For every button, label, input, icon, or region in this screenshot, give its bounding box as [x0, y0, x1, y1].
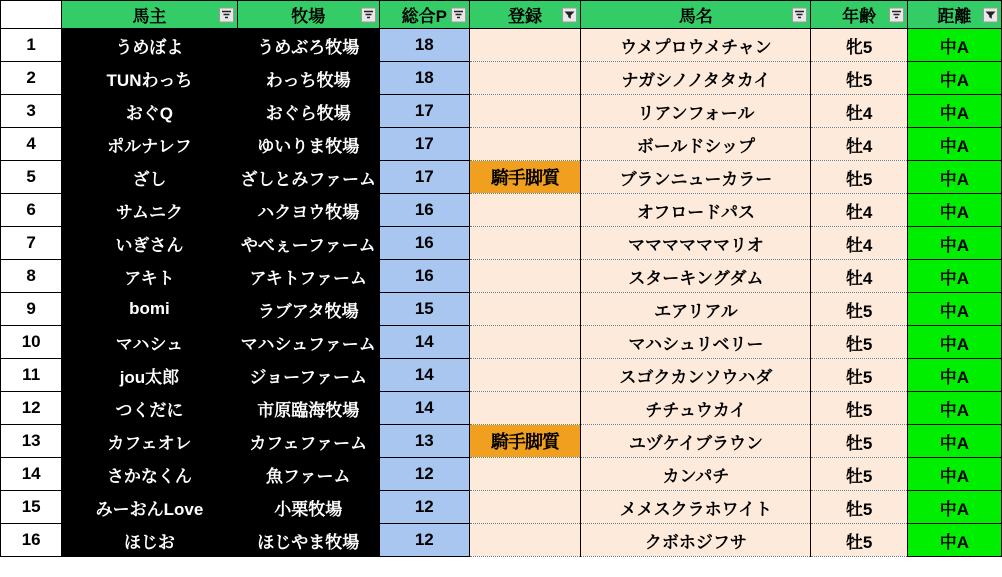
cell-horse-name: オフロードパス	[581, 194, 811, 227]
cell-age: 牡5	[811, 359, 907, 392]
filter-active-icon-registration[interactable]	[562, 7, 577, 22]
cell-rank: 13	[1, 425, 62, 458]
cell-farm: ジョーファーム	[237, 359, 379, 392]
cell-owner: さかなくん	[62, 458, 237, 491]
filter-icon-owner[interactable]	[219, 7, 234, 22]
cell-rank: 6	[1, 194, 62, 227]
cell-registration	[469, 128, 581, 161]
column-header-distance-label: 距離	[937, 7, 972, 26]
cell-distance: 中A	[907, 293, 1001, 326]
cell-total-p: 12	[379, 524, 469, 557]
cell-farm: カフェファーム	[237, 425, 379, 458]
cell-horse-name: スゴクカンソウハダ	[581, 359, 811, 392]
table-row	[1, 524, 1002, 557]
filter-active-icon-distance[interactable]	[983, 7, 998, 22]
cell-owner: ほじお	[62, 524, 237, 557]
cell-registration	[469, 29, 581, 62]
cell-registration	[469, 62, 581, 95]
cell-registration: 騎手脚質	[469, 425, 581, 458]
cell-horse-name: リアンフォール	[581, 95, 811, 128]
cell-distance: 中A	[907, 227, 1001, 260]
cell-farm: おぐら牧場	[237, 95, 379, 128]
cell-owner: いぎさん	[62, 227, 237, 260]
cell-farm: うめぶろ牧場	[237, 29, 379, 62]
cell-distance: 中A	[907, 359, 1001, 392]
cell-horse-name: エアリアル	[581, 293, 811, 326]
cell-owner: bomi	[62, 293, 237, 326]
filter-icon-horse-name[interactable]	[792, 7, 807, 22]
cell-horse-name: クボホジフサ	[581, 524, 811, 557]
column-header-horse-name	[581, 1, 811, 29]
column-header-total-p	[379, 1, 469, 29]
cell-rank: 2	[1, 62, 62, 95]
cell-age: 牡5	[811, 326, 907, 359]
cell-horse-name: ユヅケイブラウン	[581, 425, 811, 458]
filter-icon-age[interactable]	[889, 7, 904, 22]
cell-registration	[469, 359, 581, 392]
filter-icon-farm[interactable]	[361, 7, 376, 22]
cell-owner: TUNわっち	[62, 62, 237, 95]
cell-total-p: 14	[379, 359, 469, 392]
cell-distance: 中A	[907, 392, 1001, 425]
cell-owner: うめぼよ	[62, 29, 237, 62]
cell-age: 牡4	[811, 128, 907, 161]
cell-farm: やべぇーファーム	[237, 227, 379, 260]
cell-horse-name: スターキングダム	[581, 260, 811, 293]
cell-distance: 中A	[907, 260, 1001, 293]
cell-total-p: 15	[379, 293, 469, 326]
table-row	[1, 62, 1002, 95]
cell-distance: 中A	[907, 425, 1001, 458]
cell-distance: 中A	[907, 458, 1001, 491]
cell-registration	[469, 524, 581, 557]
column-header-farm	[237, 1, 379, 29]
cell-rank: 7	[1, 227, 62, 260]
cell-farm: 市原臨海牧場	[237, 392, 379, 425]
table-row	[1, 425, 1002, 458]
cell-age: 牡4	[811, 194, 907, 227]
cell-farm: ほじやま牧場	[237, 524, 379, 557]
table-row	[1, 161, 1002, 194]
cell-farm: アキトファーム	[237, 260, 379, 293]
cell-total-p: 17	[379, 161, 469, 194]
cell-total-p: 13	[379, 425, 469, 458]
cell-registration	[469, 458, 581, 491]
cell-farm: わっち牧場	[237, 62, 379, 95]
table-row	[1, 128, 1002, 161]
filter-icon-total-p[interactable]	[451, 7, 466, 22]
cell-distance: 中A	[907, 95, 1001, 128]
cell-age: 牡4	[811, 95, 907, 128]
cell-farm: マハシュファーム	[237, 326, 379, 359]
cell-horse-name: マハシュリベリー	[581, 326, 811, 359]
cell-rank: 12	[1, 392, 62, 425]
cell-rank: 4	[1, 128, 62, 161]
table-row	[1, 326, 1002, 359]
cell-total-p: 18	[379, 29, 469, 62]
table-row	[1, 29, 1002, 62]
column-header-horse-name-label: 馬名	[678, 7, 713, 26]
cell-registration	[469, 194, 581, 227]
cell-age: 牡5	[811, 491, 907, 524]
cell-owner: つくだに	[62, 392, 237, 425]
column-header-owner	[62, 1, 237, 29]
table-row	[1, 293, 1002, 326]
cell-horse-name: ウメプロウメチャン	[581, 29, 811, 62]
cell-horse-name: チチュウカイ	[581, 392, 811, 425]
cell-rank: 1	[1, 29, 62, 62]
cell-distance: 中A	[907, 161, 1001, 194]
cell-distance: 中A	[907, 128, 1001, 161]
cell-registration	[469, 326, 581, 359]
cell-rank: 9	[1, 293, 62, 326]
cell-registration: 騎手脚質	[469, 161, 581, 194]
column-header-farm-label: 牧場	[291, 7, 326, 26]
cell-owner: サムニク	[62, 194, 237, 227]
cell-farm: 魚ファーム	[237, 458, 379, 491]
column-header-age	[811, 1, 907, 29]
cell-rank: 10	[1, 326, 62, 359]
cell-owner: カフェオレ	[62, 425, 237, 458]
column-header-total-p-label: 総合P	[401, 7, 447, 26]
cell-rank: 8	[1, 260, 62, 293]
column-header-distance	[907, 1, 1001, 29]
cell-total-p: 14	[379, 326, 469, 359]
cell-farm: ラブアタ牧場	[237, 293, 379, 326]
cell-horse-name: ナガシノノタタカイ	[581, 62, 811, 95]
column-header-rank	[1, 1, 62, 29]
column-header-owner-label: 馬主	[132, 7, 167, 26]
cell-age: 牡5	[811, 293, 907, 326]
cell-distance: 中A	[907, 524, 1001, 557]
cell-total-p: 16	[379, 194, 469, 227]
cell-distance: 中A	[907, 194, 1001, 227]
table-row	[1, 95, 1002, 128]
cell-age: 牡5	[811, 425, 907, 458]
table-row	[1, 359, 1002, 392]
cell-owner: jou太郎	[62, 359, 237, 392]
cell-rank: 15	[1, 491, 62, 524]
cell-horse-name: ママママママリオ	[581, 227, 811, 260]
cell-rank: 3	[1, 95, 62, 128]
cell-horse-name: メメスクラホワイト	[581, 491, 811, 524]
cell-rank: 11	[1, 359, 62, 392]
cell-age: 牡5	[811, 161, 907, 194]
cell-distance: 中A	[907, 491, 1001, 524]
cell-distance: 中A	[907, 29, 1001, 62]
cell-horse-name: ボールドシップ	[581, 128, 811, 161]
cell-owner: ざし	[62, 161, 237, 194]
cell-owner: おぐQ	[62, 95, 237, 128]
cell-age: 牡5	[811, 62, 907, 95]
cell-distance: 中A	[907, 62, 1001, 95]
cell-total-p: 12	[379, 491, 469, 524]
cell-age: 牡4	[811, 227, 907, 260]
cell-farm: ハクヨウ牧場	[237, 194, 379, 227]
cell-registration	[469, 95, 581, 128]
table-row	[1, 194, 1002, 227]
table-row	[1, 227, 1002, 260]
cell-rank: 14	[1, 458, 62, 491]
cell-owner: マハシュ	[62, 326, 237, 359]
cell-total-p: 12	[379, 458, 469, 491]
cell-registration	[469, 293, 581, 326]
cell-owner: みーおんLove	[62, 491, 237, 524]
cell-total-p: 16	[379, 227, 469, 260]
cell-age: 牝5	[811, 29, 907, 62]
cell-horse-name: カンパチ	[581, 458, 811, 491]
column-header-registration-label: 登録	[508, 7, 543, 26]
cell-total-p: 17	[379, 95, 469, 128]
cell-age: 牡5	[811, 458, 907, 491]
cell-total-p: 17	[379, 128, 469, 161]
column-header-age-label: 年齢	[842, 7, 877, 26]
cell-horse-name: ブランニューカラー	[581, 161, 811, 194]
cell-total-p: 14	[379, 392, 469, 425]
cell-farm: ざしとみファーム	[237, 161, 379, 194]
cell-total-p: 16	[379, 260, 469, 293]
cell-farm: ゆいりま牧場	[237, 128, 379, 161]
column-header-registration	[469, 1, 581, 29]
cell-age: 牡5	[811, 524, 907, 557]
cell-owner: アキト	[62, 260, 237, 293]
cell-age: 牡4	[811, 260, 907, 293]
table-row	[1, 260, 1002, 293]
table-row	[1, 458, 1002, 491]
table-body	[1, 29, 1002, 557]
table-row	[1, 491, 1002, 524]
cell-registration	[469, 491, 581, 524]
cell-age: 牡5	[811, 392, 907, 425]
cell-rank: 16	[1, 524, 62, 557]
cell-owner: ポルナレフ	[62, 128, 237, 161]
cell-rank: 5	[1, 161, 62, 194]
table-header-row	[1, 1, 1002, 29]
cell-farm: 小栗牧場	[237, 491, 379, 524]
cell-total-p: 18	[379, 62, 469, 95]
cell-registration	[469, 227, 581, 260]
cell-distance: 中A	[907, 326, 1001, 359]
table-row	[1, 392, 1002, 425]
cell-registration	[469, 392, 581, 425]
cell-registration	[469, 260, 581, 293]
